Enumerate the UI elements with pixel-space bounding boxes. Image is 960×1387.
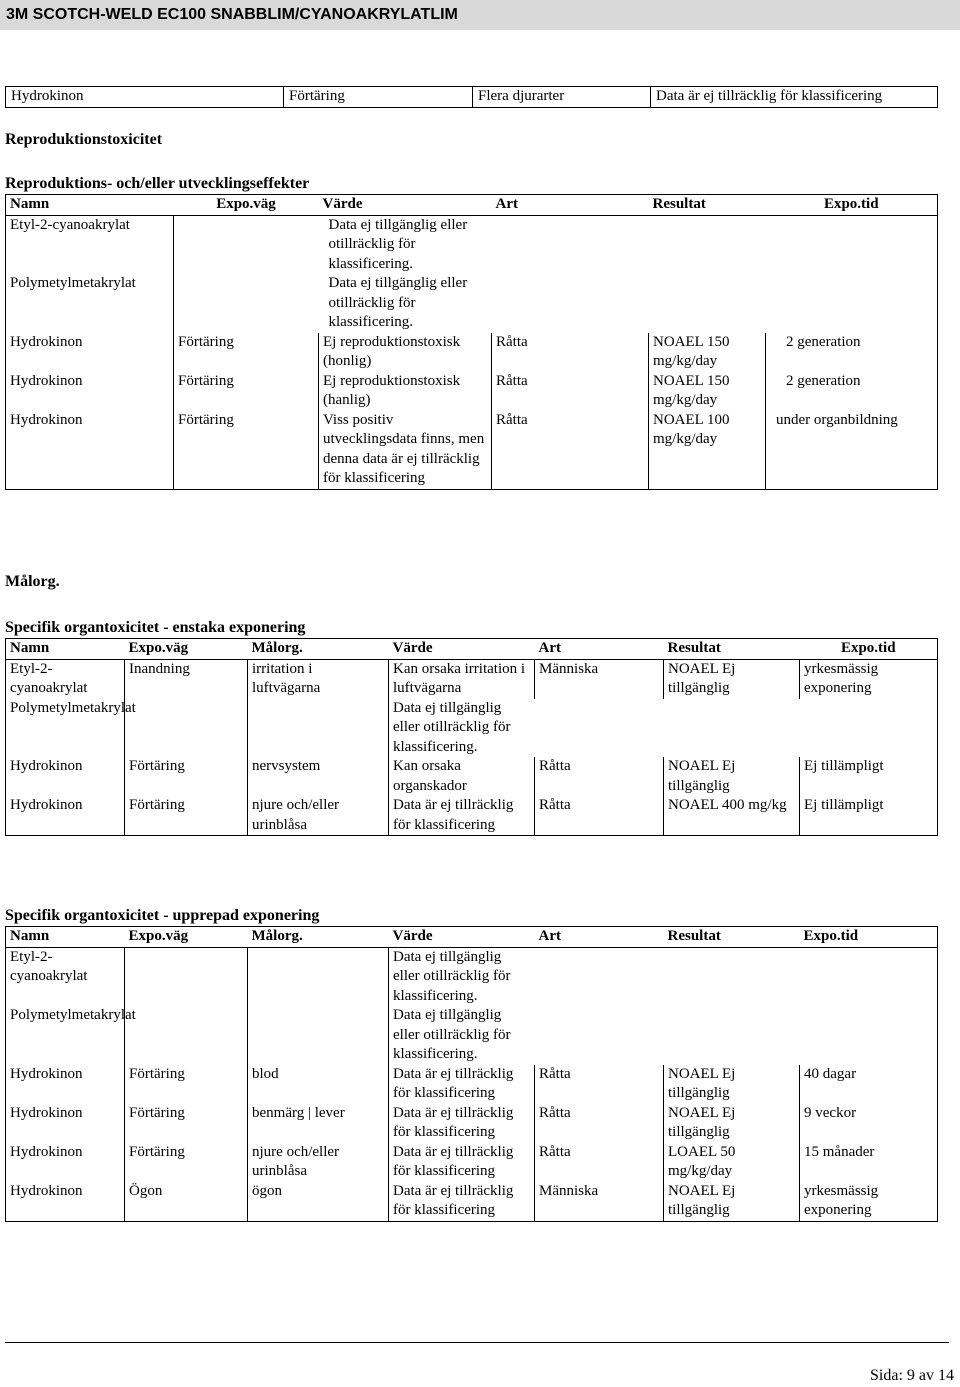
table-cell: Människa bbox=[535, 1182, 664, 1222]
table-cell: Etyl-2-cyanoakrylat bbox=[10, 948, 88, 984]
table-cell: Hydrokinon bbox=[10, 1104, 83, 1121]
table-cell: Data ej tillgänglig eller otillräcklig för klassificering. bbox=[389, 699, 535, 758]
column-header: Expo.tid bbox=[800, 927, 938, 948]
table-row bbox=[6, 372, 938, 411]
section-heading-enstaka: Specifik organtoxicitet - enstaka exponering bbox=[5, 619, 306, 636]
top-row-table bbox=[5, 86, 938, 108]
table-cell bbox=[664, 699, 800, 758]
table-cell: NOAEL Ej tillgänglig bbox=[664, 1065, 800, 1104]
table-cell: yrkesmässig exponering bbox=[800, 1182, 938, 1222]
table-cell: Data är ej tillräcklig för klassificering bbox=[389, 796, 535, 836]
table-cell: Etyl-2-cyanoakrylat bbox=[10, 660, 88, 696]
table-cell: Hydrokinon bbox=[10, 797, 83, 813]
table-cell: Flera djurarter bbox=[473, 87, 651, 108]
table-cell: yrkesmässig exponering bbox=[800, 659, 938, 699]
table-cell: Ej tillämpligt bbox=[800, 796, 938, 836]
table-cell: Data ej tillgänglig eller otillräcklig för klassificering. bbox=[389, 1006, 535, 1065]
malorg-label: Målorg. bbox=[5, 573, 60, 590]
document-title: 3M SCOTCH-WELD EC100 SNABBLIM/CYANOAKRYLATLIM bbox=[6, 6, 458, 23]
table-cell bbox=[125, 699, 248, 758]
column-header: Värde bbox=[319, 195, 492, 216]
table-cell: njure och/eller urinblåsa bbox=[248, 1143, 389, 1182]
table-cell: Data är ej tillräcklig för klassificering bbox=[389, 1104, 535, 1143]
table-cell: Hydrokinon bbox=[10, 372, 83, 389]
table-cell: Data är ej tillräcklig för klassificering bbox=[389, 1143, 535, 1182]
column-header: Art bbox=[535, 927, 664, 948]
column-header: Expo.väg bbox=[125, 927, 248, 948]
table-cell: Förtäring bbox=[125, 757, 248, 796]
table-row bbox=[6, 757, 938, 796]
table-cell bbox=[174, 274, 319, 333]
table-row bbox=[6, 274, 938, 333]
table-cell bbox=[535, 947, 664, 1006]
table-cell: Data ej tillgänglig eller otillräcklig för klassificering. bbox=[328, 275, 468, 330]
table-cell bbox=[766, 274, 938, 333]
table-cell: Hydrokinon bbox=[10, 758, 83, 774]
enstaka-table bbox=[5, 638, 938, 836]
table-cell bbox=[766, 215, 938, 274]
table-row bbox=[6, 1065, 938, 1104]
table-cell: Råtta bbox=[535, 757, 664, 796]
table-cell: 2 generation bbox=[766, 372, 938, 411]
table-row bbox=[6, 947, 938, 1006]
table-cell: NOAEL Ej tillgänglig bbox=[664, 1182, 800, 1222]
section-heading-reproduktion: Reproduktionstoxicitet bbox=[5, 131, 163, 148]
column-header: Expo.tid bbox=[800, 639, 938, 660]
table-cell bbox=[492, 274, 649, 333]
table-cell bbox=[535, 1006, 664, 1065]
column-header: Art bbox=[535, 639, 664, 660]
table-cell bbox=[248, 699, 389, 758]
column-header: Expo.tid bbox=[766, 195, 938, 216]
footer-divider bbox=[5, 1342, 949, 1343]
table-cell bbox=[649, 274, 766, 333]
table-cell: NOAEL Ej tillgänglig bbox=[664, 757, 800, 796]
table-row bbox=[6, 1143, 938, 1182]
table-cell: Råtta bbox=[492, 333, 649, 372]
table-cell bbox=[800, 947, 938, 1006]
table-cell: under organbildning bbox=[766, 411, 938, 490]
table-row bbox=[6, 411, 938, 490]
table-cell bbox=[248, 947, 389, 1006]
table-cell: Viss positiv utvecklingsdata finns, men denna data är ej tillräcklig för klassificering bbox=[319, 411, 492, 490]
table-cell: 40 dagar bbox=[800, 1065, 938, 1104]
table-cell: Förtäring bbox=[174, 372, 319, 411]
column-header: Expo.väg bbox=[174, 195, 319, 216]
table-cell: 15 månader bbox=[800, 1143, 938, 1182]
section-subheading-reproduktion: Reproduktions- och/eller utvecklingseffekter bbox=[5, 175, 310, 192]
table-cell bbox=[535, 699, 664, 758]
column-header: Namn bbox=[6, 639, 125, 660]
table-cell: NOAEL 150 mg/kg/day bbox=[649, 333, 766, 372]
table-cell: Hydrokinon bbox=[10, 1182, 83, 1199]
table-cell: Etyl-2-cyanoakrylat bbox=[10, 216, 130, 233]
table-cell: NOAEL Ej tillgänglig bbox=[664, 659, 800, 699]
table-cell: Hydrokinon bbox=[6, 87, 284, 108]
table-cell: Kan orsaka irritation i luftvägarna bbox=[389, 659, 535, 699]
table-cell: Hydrokinon bbox=[10, 1065, 83, 1082]
table-cell: NOAEL 100 mg/kg/day bbox=[649, 411, 766, 490]
table-cell bbox=[492, 215, 649, 274]
table-cell: Förtäring bbox=[284, 87, 473, 108]
table-row bbox=[6, 796, 938, 836]
table-cell: Hydrokinon bbox=[10, 1143, 83, 1160]
table-cell: Råtta bbox=[535, 1065, 664, 1104]
table-header-row bbox=[6, 195, 938, 216]
table-cell: Data ej tillgänglig eller otillräcklig för klassificering. bbox=[389, 947, 535, 1006]
table-cell: Ej reproduktionstoxisk (hanlig) bbox=[319, 372, 492, 411]
table-cell bbox=[649, 215, 766, 274]
table-cell: ögon bbox=[248, 1182, 389, 1222]
table-row bbox=[6, 87, 938, 108]
table-cell: 2 generation bbox=[766, 333, 938, 372]
section-heading-upprepad: Specifik organtoxicitet - upprepad exponering bbox=[5, 907, 320, 924]
column-header: Målorg. bbox=[248, 927, 389, 948]
table-cell: Ögon bbox=[125, 1182, 248, 1222]
column-header: Namn bbox=[6, 195, 174, 216]
table-cell: Ej reproduktionstoxisk (honlig) bbox=[319, 333, 492, 372]
table-cell: njure och/eller urinblåsa bbox=[248, 796, 389, 836]
table-cell: NOAEL 150 mg/kg/day bbox=[649, 372, 766, 411]
table-cell: Förtäring bbox=[125, 1143, 248, 1182]
table-cell: Data är ej tillräcklig för klassificering bbox=[651, 87, 938, 108]
table-cell bbox=[800, 699, 938, 758]
table-cell: Hydrokinon bbox=[10, 333, 83, 350]
table-cell bbox=[174, 215, 319, 274]
table-cell bbox=[248, 1006, 389, 1065]
page-number: Sida: 9 av 14 bbox=[870, 1367, 954, 1384]
table-cell: NOAEL 400 mg/kg bbox=[664, 796, 800, 836]
table-cell: Polymetylmetakrylat bbox=[10, 1007, 136, 1023]
table-header-row bbox=[6, 639, 938, 660]
reproduktion-table bbox=[5, 194, 938, 490]
table-cell: Råtta bbox=[535, 796, 664, 836]
document-header bbox=[0, 0, 960, 30]
table-cell: Kan orsaka organskador bbox=[389, 757, 535, 796]
table-cell bbox=[125, 947, 248, 1006]
column-header: Namn bbox=[6, 927, 125, 948]
table-cell: Råtta bbox=[535, 1143, 664, 1182]
table-cell: blod bbox=[248, 1065, 389, 1104]
table-cell: Hydrokinon bbox=[10, 411, 83, 428]
column-header: Resultat bbox=[649, 195, 766, 216]
table-row bbox=[6, 1104, 938, 1143]
table-cell: Råtta bbox=[492, 372, 649, 411]
table-row bbox=[6, 659, 938, 699]
upprepad-table bbox=[5, 926, 938, 1222]
table-cell: Råtta bbox=[492, 411, 649, 490]
table-cell: Råtta bbox=[535, 1104, 664, 1143]
table-cell: Ej tillämpligt bbox=[800, 757, 938, 796]
table-cell: Förtäring bbox=[125, 1065, 248, 1104]
table-cell: LOAEL 50 mg/kg/day bbox=[664, 1143, 800, 1182]
table-cell: Polymetylmetakrylat bbox=[10, 699, 136, 716]
table-cell bbox=[125, 1006, 248, 1065]
table-header-row bbox=[6, 927, 938, 948]
column-header: Resultat bbox=[664, 639, 800, 660]
table-cell bbox=[800, 1006, 938, 1065]
table-row bbox=[6, 699, 938, 758]
table-row bbox=[6, 215, 938, 274]
table-cell: Människa bbox=[535, 659, 664, 699]
table-cell: NOAEL Ej tillgänglig bbox=[664, 1104, 800, 1143]
table-cell: Inandning bbox=[125, 659, 248, 699]
table-cell: Förtäring bbox=[174, 411, 319, 490]
column-header: Resultat bbox=[664, 927, 800, 948]
table-cell: Förtäring bbox=[174, 333, 319, 372]
table-cell: Data är ej tillräcklig för klassificering bbox=[389, 1182, 535, 1222]
column-header: Expo.väg bbox=[125, 639, 248, 660]
column-header: Värde bbox=[389, 927, 535, 948]
column-header: Värde bbox=[389, 639, 535, 660]
table-cell bbox=[664, 947, 800, 1006]
table-cell: Data är ej tillräcklig för klassificering bbox=[389, 1065, 535, 1104]
table-cell: benmärg | lever bbox=[248, 1104, 389, 1143]
table-row bbox=[6, 333, 938, 372]
table-cell: nervsystem bbox=[248, 757, 389, 796]
table-cell: Förtäring bbox=[125, 1104, 248, 1143]
table-cell: Polymetylmetakrylat bbox=[10, 275, 136, 291]
table-row bbox=[6, 1006, 938, 1065]
column-header: Målorg. bbox=[248, 639, 389, 660]
table-cell: Data ej tillgänglig eller otillräcklig för klassificering. bbox=[328, 216, 468, 272]
table-cell: Förtäring bbox=[125, 796, 248, 836]
table-row bbox=[6, 1182, 938, 1222]
table-cell: 9 veckor bbox=[800, 1104, 938, 1143]
table-cell: irritation i luftvägarna bbox=[248, 659, 389, 699]
column-header: Art bbox=[492, 195, 649, 216]
table-cell bbox=[664, 1006, 800, 1065]
